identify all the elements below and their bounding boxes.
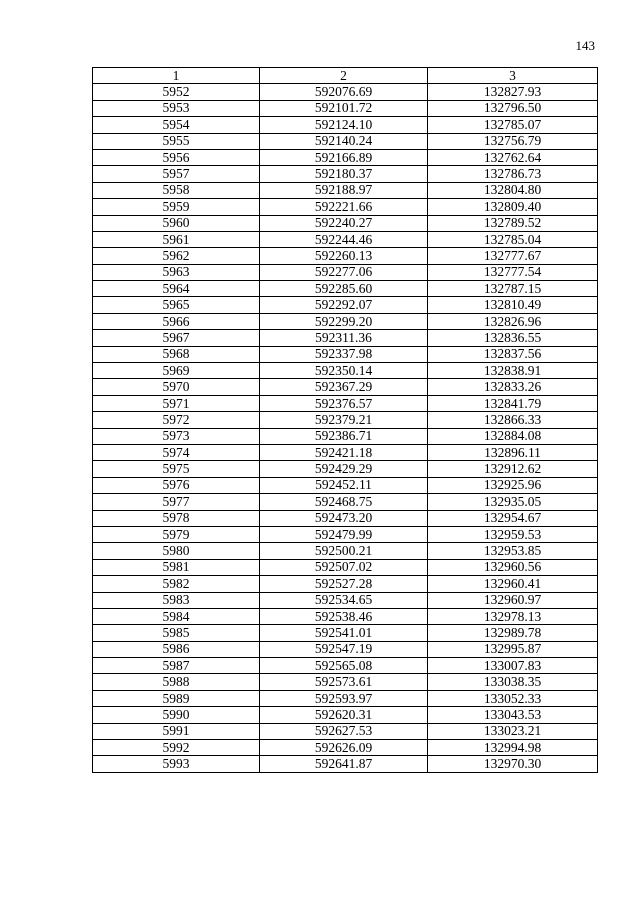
point-number-cell: 5986 xyxy=(93,641,260,657)
x-coordinate-cell: 592593.97 xyxy=(260,690,428,706)
table-row xyxy=(93,658,598,674)
point-number-cell: 5974 xyxy=(93,444,260,460)
table-row xyxy=(93,756,598,772)
table-row xyxy=(93,707,598,723)
x-coordinate-cell: 592500.21 xyxy=(260,543,428,559)
point-number-cell: 5990 xyxy=(93,707,260,723)
y-coordinate-cell: 132935.05 xyxy=(428,494,598,510)
x-coordinate-cell: 592166.89 xyxy=(260,149,428,165)
table-row xyxy=(93,674,598,690)
point-number-cell: 5958 xyxy=(93,182,260,198)
point-number-cell: 5978 xyxy=(93,510,260,526)
page-number: 143 xyxy=(575,38,595,53)
x-coordinate-cell: 592507.02 xyxy=(260,559,428,575)
y-coordinate-cell: 132777.54 xyxy=(428,264,598,280)
column-header-2: 2 xyxy=(260,68,428,84)
x-coordinate-cell: 592240.27 xyxy=(260,215,428,231)
table-row xyxy=(93,412,598,428)
point-number-cell: 5981 xyxy=(93,559,260,575)
table-row xyxy=(93,428,598,444)
x-coordinate-cell: 592350.14 xyxy=(260,363,428,379)
y-coordinate-cell: 132954.67 xyxy=(428,510,598,526)
table-row xyxy=(93,526,598,542)
table-row xyxy=(93,363,598,379)
x-coordinate-cell: 592473.20 xyxy=(260,510,428,526)
x-coordinate-cell: 592140.24 xyxy=(260,133,428,149)
y-coordinate-cell: 132810.49 xyxy=(428,297,598,313)
point-number-cell: 5989 xyxy=(93,690,260,706)
x-coordinate-cell: 592285.60 xyxy=(260,281,428,297)
table-row xyxy=(93,100,598,116)
table-row xyxy=(93,313,598,329)
x-coordinate-cell: 592337.98 xyxy=(260,346,428,362)
x-coordinate-cell: 592534.65 xyxy=(260,592,428,608)
table-row xyxy=(93,182,598,198)
y-coordinate-cell: 132837.56 xyxy=(428,346,598,362)
point-number-cell: 5971 xyxy=(93,395,260,411)
table-row xyxy=(93,117,598,133)
y-coordinate-cell: 132789.52 xyxy=(428,215,598,231)
x-coordinate-cell: 592479.99 xyxy=(260,526,428,542)
y-coordinate-cell: 132804.80 xyxy=(428,182,598,198)
y-coordinate-cell: 132970.30 xyxy=(428,756,598,772)
y-coordinate-cell: 132995.87 xyxy=(428,641,598,657)
x-coordinate-cell: 592421.18 xyxy=(260,444,428,460)
x-coordinate-cell: 592527.28 xyxy=(260,576,428,592)
point-number-cell: 5959 xyxy=(93,199,260,215)
table-row xyxy=(93,379,598,395)
point-number-cell: 5960 xyxy=(93,215,260,231)
table-row xyxy=(93,723,598,739)
point-number-cell: 5982 xyxy=(93,576,260,592)
y-coordinate-cell: 132994.98 xyxy=(428,740,598,756)
x-coordinate-cell: 592627.53 xyxy=(260,723,428,739)
table-row xyxy=(93,740,598,756)
x-coordinate-cell: 592277.06 xyxy=(260,264,428,280)
y-coordinate-cell: 132809.40 xyxy=(428,199,598,215)
point-number-cell: 5985 xyxy=(93,625,260,641)
table-row xyxy=(93,84,598,100)
x-coordinate-cell: 592101.72 xyxy=(260,100,428,116)
y-coordinate-cell: 132925.96 xyxy=(428,477,598,493)
x-coordinate-cell: 592641.87 xyxy=(260,756,428,772)
y-coordinate-cell: 132866.33 xyxy=(428,412,598,428)
y-coordinate-cell: 132826.96 xyxy=(428,313,598,329)
x-coordinate-cell: 592429.29 xyxy=(260,461,428,477)
point-number-cell: 5961 xyxy=(93,231,260,247)
point-number-cell: 5965 xyxy=(93,297,260,313)
point-number-cell: 5957 xyxy=(93,166,260,182)
y-coordinate-cell: 132884.08 xyxy=(428,428,598,444)
y-coordinate-cell: 133052.33 xyxy=(428,690,598,706)
column-header-3: 3 xyxy=(428,68,598,84)
point-number-cell: 5966 xyxy=(93,313,260,329)
y-coordinate-cell: 133023.21 xyxy=(428,723,598,739)
table-row xyxy=(93,559,598,575)
point-number-cell: 5969 xyxy=(93,363,260,379)
x-coordinate-cell: 592573.61 xyxy=(260,674,428,690)
point-number-cell: 5975 xyxy=(93,461,260,477)
point-number-cell: 5956 xyxy=(93,149,260,165)
y-coordinate-cell: 132841.79 xyxy=(428,395,598,411)
x-coordinate-cell: 592547.19 xyxy=(260,641,428,657)
y-coordinate-cell: 132836.55 xyxy=(428,330,598,346)
point-number-cell: 5983 xyxy=(93,592,260,608)
y-coordinate-cell: 132960.41 xyxy=(428,576,598,592)
y-coordinate-cell: 132838.91 xyxy=(428,363,598,379)
y-coordinate-cell: 132896.11 xyxy=(428,444,598,460)
y-coordinate-cell: 132786.73 xyxy=(428,166,598,182)
point-number-cell: 5972 xyxy=(93,412,260,428)
table-row xyxy=(93,543,598,559)
x-coordinate-cell: 592299.20 xyxy=(260,313,428,329)
y-coordinate-cell: 132785.04 xyxy=(428,231,598,247)
table-row xyxy=(93,215,598,231)
point-number-cell: 5973 xyxy=(93,428,260,444)
point-number-cell: 5967 xyxy=(93,330,260,346)
point-number-cell: 5993 xyxy=(93,756,260,772)
table-row xyxy=(93,494,598,510)
point-number-cell: 5992 xyxy=(93,740,260,756)
y-coordinate-cell: 132960.56 xyxy=(428,559,598,575)
table-row xyxy=(93,477,598,493)
x-coordinate-cell: 592376.57 xyxy=(260,395,428,411)
x-coordinate-cell: 592180.37 xyxy=(260,166,428,182)
table-row xyxy=(93,330,598,346)
x-coordinate-cell: 592620.31 xyxy=(260,707,428,723)
table-row xyxy=(93,690,598,706)
table-row xyxy=(93,248,598,264)
x-coordinate-cell: 592244.46 xyxy=(260,231,428,247)
y-coordinate-cell: 132989.78 xyxy=(428,625,598,641)
table-header-row xyxy=(93,68,598,84)
point-number-cell: 5977 xyxy=(93,494,260,510)
table-row xyxy=(93,576,598,592)
y-coordinate-cell: 132756.79 xyxy=(428,133,598,149)
table-row xyxy=(93,608,598,624)
y-coordinate-cell: 132833.26 xyxy=(428,379,598,395)
point-number-cell: 5980 xyxy=(93,543,260,559)
x-coordinate-cell: 592626.09 xyxy=(260,740,428,756)
point-number-cell: 5991 xyxy=(93,723,260,739)
y-coordinate-cell: 132762.64 xyxy=(428,149,598,165)
point-number-cell: 5984 xyxy=(93,608,260,624)
y-coordinate-cell: 132796.50 xyxy=(428,100,598,116)
column-header-1: 1 xyxy=(93,68,260,84)
table-row xyxy=(93,231,598,247)
y-coordinate-cell: 133043.53 xyxy=(428,707,598,723)
table-row xyxy=(93,199,598,215)
point-number-cell: 5964 xyxy=(93,281,260,297)
point-number-cell: 5955 xyxy=(93,133,260,149)
coordinates-table xyxy=(92,67,598,773)
x-coordinate-cell: 592379.21 xyxy=(260,412,428,428)
table-row xyxy=(93,297,598,313)
y-coordinate-cell: 133038.35 xyxy=(428,674,598,690)
table-body xyxy=(93,84,598,772)
point-number-cell: 5968 xyxy=(93,346,260,362)
x-coordinate-cell: 592076.69 xyxy=(260,84,428,100)
table-row xyxy=(93,166,598,182)
table-row xyxy=(93,395,598,411)
point-number-cell: 5979 xyxy=(93,526,260,542)
point-number-cell: 5953 xyxy=(93,100,260,116)
x-coordinate-cell: 592292.07 xyxy=(260,297,428,313)
point-number-cell: 5970 xyxy=(93,379,260,395)
table-row xyxy=(93,461,598,477)
point-number-cell: 5988 xyxy=(93,674,260,690)
x-coordinate-cell: 592452.11 xyxy=(260,477,428,493)
x-coordinate-cell: 592221.66 xyxy=(260,199,428,215)
table-row xyxy=(93,625,598,641)
y-coordinate-cell: 132777.67 xyxy=(428,248,598,264)
x-coordinate-cell: 592541.01 xyxy=(260,625,428,641)
x-coordinate-cell: 592386.71 xyxy=(260,428,428,444)
y-coordinate-cell: 132978.13 xyxy=(428,608,598,624)
y-coordinate-cell: 133007.83 xyxy=(428,658,598,674)
point-number-cell: 5963 xyxy=(93,264,260,280)
y-coordinate-cell: 132960.97 xyxy=(428,592,598,608)
x-coordinate-cell: 592367.29 xyxy=(260,379,428,395)
y-coordinate-cell: 132959.53 xyxy=(428,526,598,542)
table-row xyxy=(93,641,598,657)
table-row xyxy=(93,444,598,460)
point-number-cell: 5954 xyxy=(93,117,260,133)
x-coordinate-cell: 592538.46 xyxy=(260,608,428,624)
x-coordinate-cell: 592311.36 xyxy=(260,330,428,346)
y-coordinate-cell: 132912.62 xyxy=(428,461,598,477)
table-row xyxy=(93,264,598,280)
x-coordinate-cell: 592468.75 xyxy=(260,494,428,510)
point-number-cell: 5976 xyxy=(93,477,260,493)
y-coordinate-cell: 132827.93 xyxy=(428,84,598,100)
y-coordinate-cell: 132953.85 xyxy=(428,543,598,559)
x-coordinate-cell: 592565.08 xyxy=(260,658,428,674)
point-number-cell: 5987 xyxy=(93,658,260,674)
x-coordinate-cell: 592188.97 xyxy=(260,182,428,198)
x-coordinate-cell: 592124.10 xyxy=(260,117,428,133)
table-row xyxy=(93,133,598,149)
table-row xyxy=(93,281,598,297)
table-row xyxy=(93,149,598,165)
y-coordinate-cell: 132787.15 xyxy=(428,281,598,297)
x-coordinate-cell: 592260.13 xyxy=(260,248,428,264)
table-row xyxy=(93,346,598,362)
point-number-cell: 5962 xyxy=(93,248,260,264)
y-coordinate-cell: 132785.07 xyxy=(428,117,598,133)
table-row xyxy=(93,510,598,526)
point-number-cell: 5952 xyxy=(93,84,260,100)
table-row xyxy=(93,592,598,608)
